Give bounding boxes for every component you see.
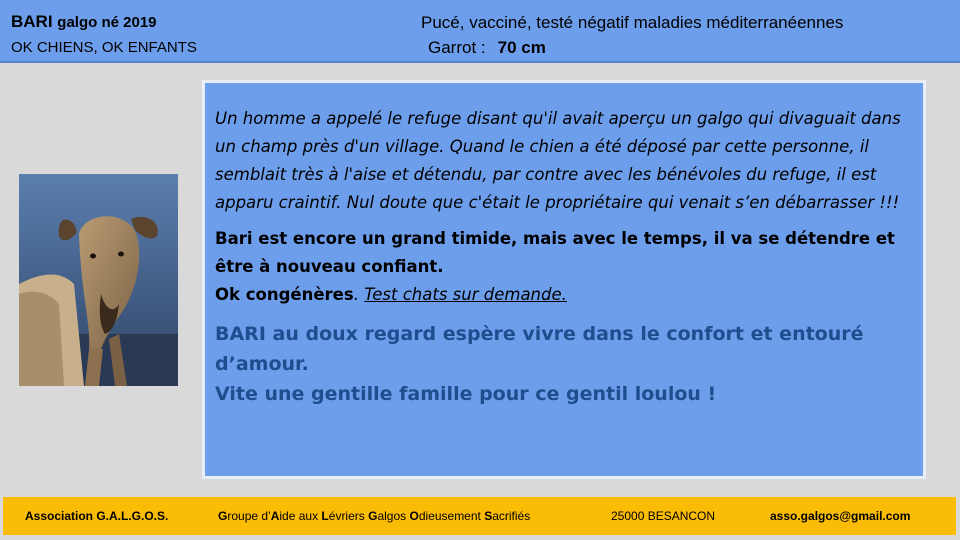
association-name: Association G.A.L.G.O.S. [25,509,169,523]
greyhound-photo [19,174,178,386]
story-paragraph-2 [215,225,913,309]
story-paragraph-1: Un homme a appelé le refuge disant qu'il avait aperçu un galgo qui divaguait dans un champ près d'un village. Quand le chien a été déposé par cette personne, il semblait très à l'aise et détendu, par contre avec les bénévoles du refuge, il est apparu craintif. Nul doute que c'était le propriétaire qui venait s’en débarrasser !!! [215,109,901,212]
footer-banner [3,497,956,535]
regard-text: BARI au doux regard espère vivre dans le confort et entouré d’amour. [215,323,864,375]
garrot-value: 70 cm [497,38,546,57]
ok-congeneres: Ok congénères [215,285,354,304]
garrot-line [428,38,546,58]
story-paragraph-3 [215,319,913,409]
association-full-name: Groupe d’Aide aux Lévriers Galgos Odieusement Sacrifiés [218,509,531,523]
separator: . [353,285,365,304]
dog-name-line [11,12,157,32]
famille-text: Vite une gentille famille pour ce gentil loulou ! [215,383,717,405]
test-chats: Test chats sur demande. [364,285,567,304]
garrot-label: Garrot : [428,38,486,57]
association-email[interactable]: asso.galgos@gmail.com [770,509,911,523]
dog-subtitle: galgo né 2019 [57,14,157,31]
association-city: 25000 BESANCON [611,509,716,523]
header-banner [0,0,960,63]
compatibility-text: OK CHIENS, OK ENFANTS [11,39,197,56]
greyhound-illustration [19,174,178,386]
timide-text: Bari est encore un grand timide, mais avec le temps, il va se détendre et être à nouveau confiant. [215,229,895,276]
health-text: Pucé, vacciné, testé négatif maladies méditerranéennes [421,13,844,32]
story-card [202,80,926,479]
dog-name: BARI [11,12,53,31]
